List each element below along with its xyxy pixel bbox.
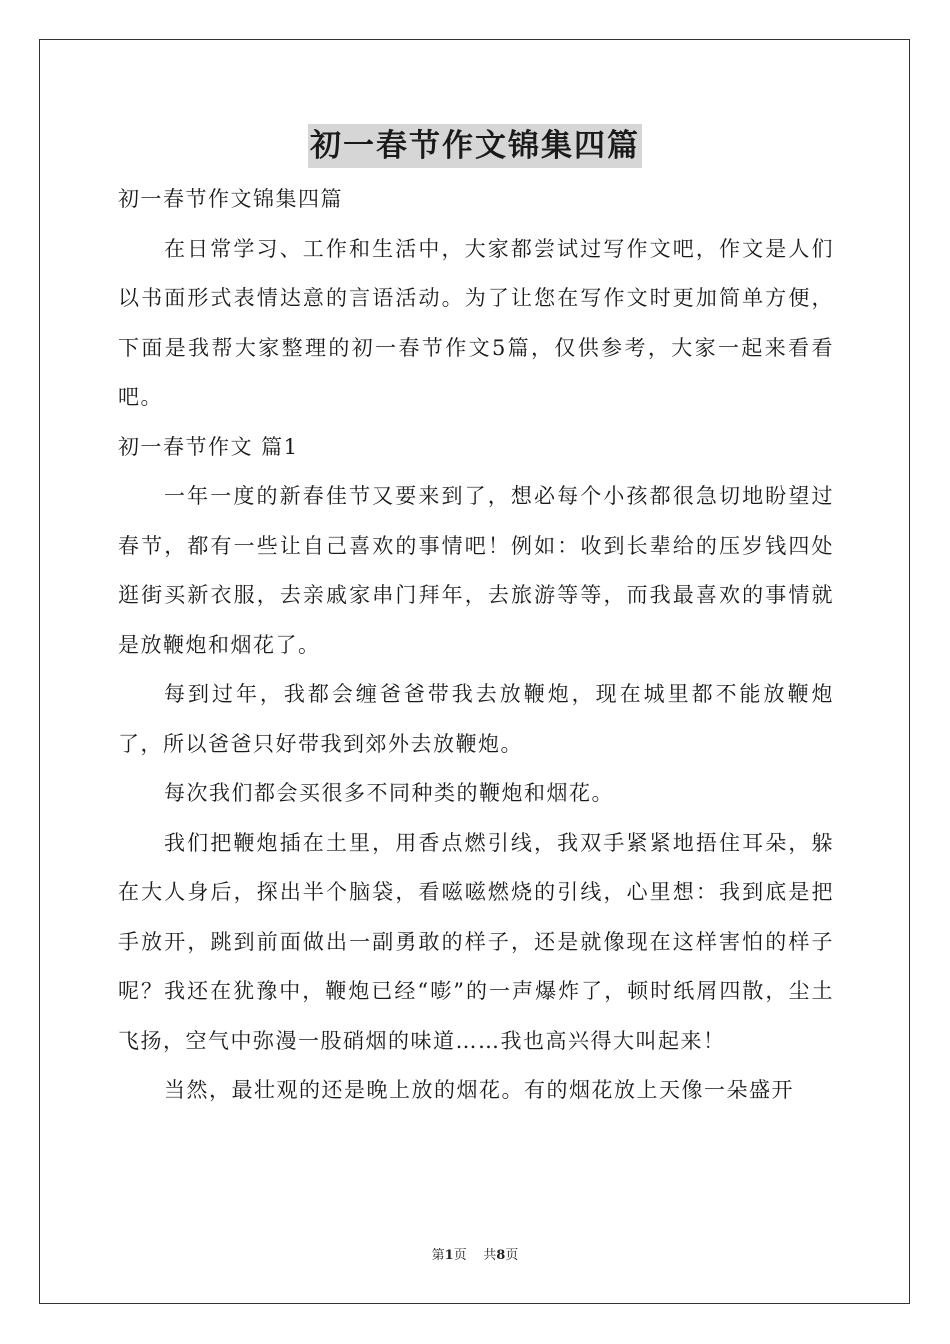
document-title: 初一春节作文锦集四篇 (308, 124, 642, 168)
body-paragraph: 每次我们都会买很多不同种类的鞭炮和烟花。 (164, 781, 614, 805)
total-prefix: 共 (483, 1248, 497, 1263)
document-body (118, 175, 834, 1116)
body-paragraph: 一年一度的新春佳节又要来到了，想必每个小孩都很急切地盼望过春节，都有一些让自己喜欢的事情吧！例如：收到长辈给的压岁钱四处逛街买新衣服，去亲戚家串门拜年，去旅游等等，而我最喜欢的事情就是放鞭炮和烟花了。 (118, 484, 834, 657)
total-pages: 8 (496, 1248, 506, 1263)
page-number: 1 (444, 1248, 454, 1263)
title-container (0, 124, 950, 168)
page-footer (0, 1244, 950, 1263)
subtitle: 初一春节作文锦集四篇 (118, 187, 343, 211)
body-paragraph: 当然，最壮观的还是晚上放的烟花。有的烟花放上天像一朵盛开 (164, 1078, 794, 1102)
page-suffix: 页 (453, 1248, 467, 1263)
section-heading: 初一春节作文 篇1 (118, 434, 299, 459)
total-suffix: 页 (505, 1248, 519, 1263)
page-prefix: 第 (431, 1248, 445, 1263)
body-paragraph: 我们把鞭炮插在土里，用香点燃引线，我双手紧紧地捂住耳朵，躲在大人身后，探出半个脑袋，看嗞嗞燃烧的引线，心里想：我到底是把手放开，跳到前面做出一副勇敢的样子，还是就像现在这样害怕的样子呢？我还在犹豫中，鞭炮已经“嘭”的一声爆炸了，顿时纸屑四散，尘土飞扬，空气中弥漫一股硝烟的味道……我也高兴得大叫起来！ (118, 830, 834, 1053)
body-paragraph: 每到过年，我都会缠爸爸带我去放鞭炮，现在城里都不能放鞭炮了，所以爸爸只好带我到郊外去放鞭炮。 (118, 682, 834, 756)
intro-paragraph: 在日常学习、工作和生活中，大家都尝试过写作文吧，作文是人们以书面形式表情达意的言语活动。为了让您在写作文时更加简单方便，下面是我帮大家整理的初一春节作文5篇，仅供参考，大家一起来看看吧。 (118, 236, 834, 409)
